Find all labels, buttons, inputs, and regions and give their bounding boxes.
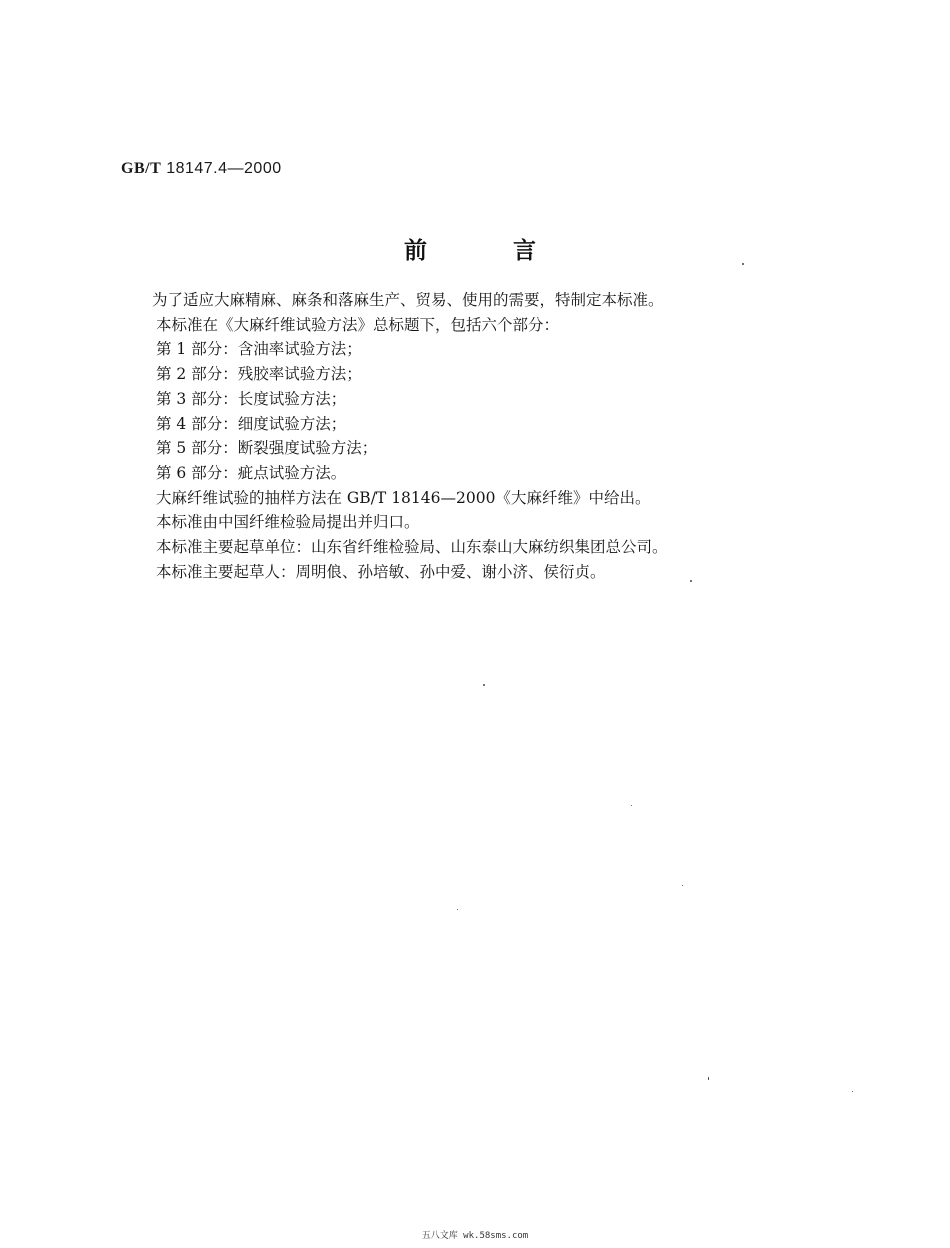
paragraph: 第 5 部分：断裂强度试验方法； (156, 439, 378, 458)
scan-speck (742, 263, 744, 265)
paragraph: 第 3 部分：长度试验方法； (156, 389, 347, 408)
standard-code (121, 160, 282, 178)
scan-speck (631, 805, 632, 806)
page-title: 前言 (404, 237, 622, 264)
paragraph: 本标准由中国纤维检验局提出并归口。 (156, 513, 420, 532)
footer-watermark: 五八文库 wk.58sms.com (421, 1231, 529, 1241)
paragraph: 第 1 部分：含油率试验方法； (156, 340, 362, 359)
paragraph: 本标准在《大麻纤维试验方法》总标题下，包括六个部分： (156, 315, 560, 334)
standard-number: 18147.4—2000 (166, 160, 282, 177)
paragraph: 第 6 部分：疵点试验方法。 (156, 463, 347, 482)
scan-speck (457, 909, 458, 910)
standard-prefix: GB/T (121, 160, 162, 177)
paragraph: 本标准主要起草单位：山东省纤维检验局、山东泰山大麻纺织集团总公司。 (156, 538, 668, 557)
paragraph: 第 2 部分：残胶率试验方法； (156, 365, 362, 384)
preface-body (152, 288, 856, 584)
paragraph: 为了适应大麻精麻、麻条和落麻生产、贸易、使用的需要，特制定本标准。 (152, 291, 664, 309)
scan-speck (483, 684, 485, 686)
scan-speck (708, 1077, 709, 1080)
paragraph: 大麻纤维试验的抽样方法在 GB/T 18146—2000《大麻纤维》中给出。 (156, 488, 651, 507)
scan-speck (852, 1091, 853, 1092)
scan-speck (682, 885, 683, 886)
paragraph: 第 4 部分：细度试验方法； (156, 414, 347, 433)
paragraph: 本标准主要起草人：周明俍、孙培敏、孙中爱、谢小济、侯衍贞。 (156, 562, 606, 581)
scan-speck (690, 580, 692, 582)
